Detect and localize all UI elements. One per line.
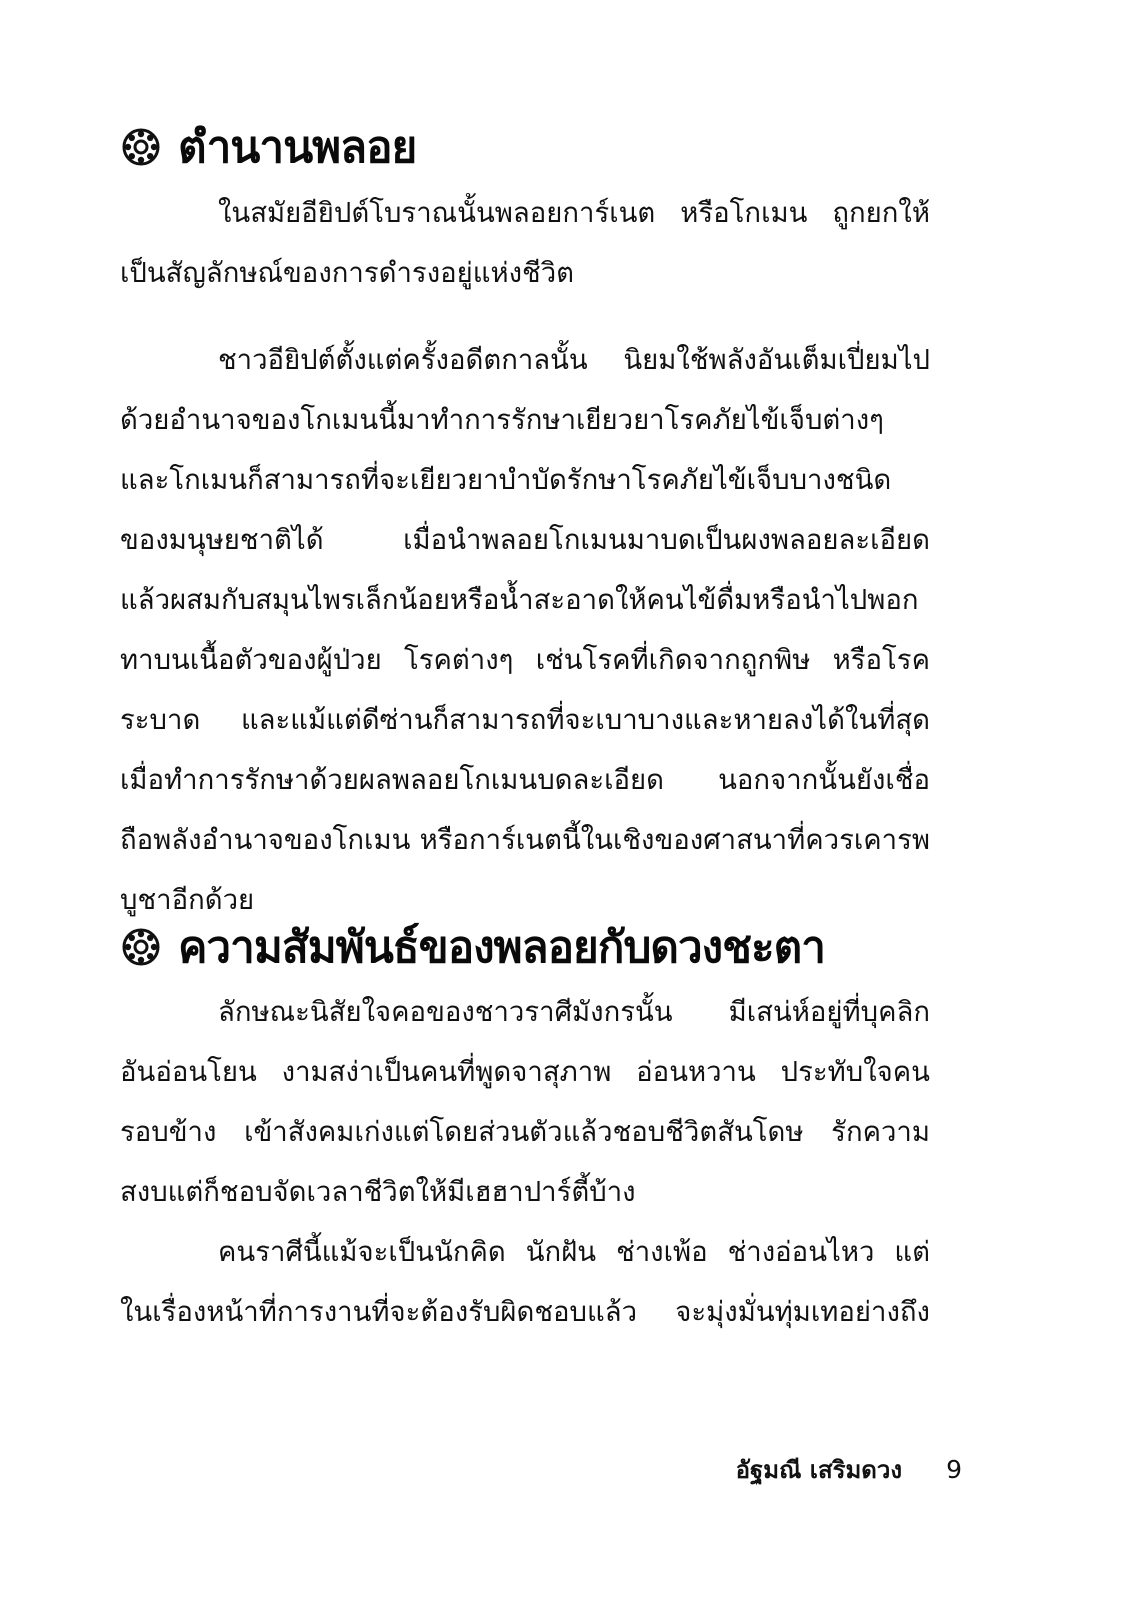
text-segment: รักความ [831, 1116, 930, 1148]
text-segment: งามสง่าเป็นคนที่พูดจาสุภาพ [281, 1056, 612, 1088]
text-segment: สงบแต่ก็ชอบจัดเวลาชีวิตให้มีเฮฮาปาร์ตี้บ้าง [120, 1176, 636, 1208]
text-line [120, 1222, 930, 1282]
text-segment: เป็นสัญลักษณ์ของการดำรงอยู่แห่งชีวิต [120, 257, 574, 289]
text-segment: ถูกยกให้ [832, 197, 930, 229]
text-line [120, 390, 930, 450]
paragraph [120, 330, 930, 930]
text-segment: ระบาด [120, 704, 201, 736]
text-segment: เช่นโรคที่เกิดจากถูกพิษ [535, 644, 811, 676]
text-line [120, 243, 930, 303]
text-segment: ด้วยอำนาจของโกเมนนี้มาทำการรักษาเยียวยาโรคภัยไข้เจ็บต่างๆ [120, 404, 884, 436]
author-name: อัฐมณี เสริมดวง [735, 1456, 903, 1484]
text-segment: รอบข้าง [120, 1116, 217, 1148]
text-segment: อ่อนหวาน [636, 1056, 756, 1088]
text-line [120, 1162, 930, 1222]
text-segment: แต่ [894, 1236, 930, 1268]
text-segment: จะมุ่งมั่นทุ่มเทอย่างถึง [675, 1296, 930, 1328]
text-line [120, 750, 930, 810]
text-segment: ลักษณะนิสัยใจคอของชาวราศีมังกรนั้น [218, 996, 673, 1028]
text-segment: บูชาอีกด้วย [120, 884, 255, 916]
text-segment: ช่างอ่อนไหว [727, 1236, 875, 1268]
section-heading-relationship [118, 912, 825, 982]
text-segment: และโกเมนก็สามารถที่จะเยียวยาบำบัดรักษาโรคภัยไข้เจ็บบางชนิด [120, 464, 892, 496]
paragraph [120, 183, 930, 303]
page-footer [736, 1450, 962, 1489]
text-segment: โรคต่างๆ [404, 644, 514, 676]
text-segment: ช่างเพ้อ [616, 1236, 708, 1268]
text-segment: ถือพลังอำนาจของโกเมน [120, 824, 411, 856]
text-line [120, 810, 930, 870]
text-segment: ของมนุษยชาติได้ [120, 524, 324, 556]
sun-gear-icon [118, 924, 164, 970]
text-segment: เมื่อนำพลอยโกเมนมาบดเป็นผงพลอยละเอียด [403, 524, 930, 556]
text-segment: นิยมใช้พลังอันเต็มเปี่ยมไป [623, 344, 930, 376]
text-segment: และแม้แต่ดีซ่านก็สามารถที่จะเบาบางและหายลงได้ในที่สุด [240, 704, 930, 736]
text-segment: ชาวอียิปต์ตั้งแต่ครั้งอดีตกาลนั้น [218, 344, 588, 376]
text-line [120, 982, 930, 1042]
paragraph [120, 1222, 930, 1342]
sun-gear-icon [118, 124, 164, 170]
text-segment: ในเรื่องหน้าที่การงานที่จะต้องรับผิดชอบแล้ว [120, 1296, 638, 1328]
text-segment: ประทับใจคน [780, 1056, 930, 1088]
text-segment: อันอ่อนโยน [120, 1056, 257, 1088]
text-line [120, 1282, 930, 1342]
text-segment: หรือโกเมน [680, 197, 808, 229]
section-heading-legend [118, 112, 416, 182]
text-line [120, 570, 930, 630]
text-segment: หรือการ์เนตนี้ในเชิงของศาสนาที่ควรเคารพ [419, 824, 930, 856]
text-line [120, 630, 930, 690]
text-segment: ในสมัยอียิปต์โบราณนั้นพลอยการ์เนต [218, 197, 656, 229]
paragraph [120, 982, 930, 1222]
text-segment: เข้าสังคมเก่งแต่โดยส่วนตัวแล้วชอบชีวิตสันโดษ [244, 1116, 804, 1148]
text-line [120, 1102, 930, 1162]
text-segment: หรือโรค [832, 644, 930, 676]
section-heading-text: ตำนานพลอย [178, 122, 417, 173]
text-segment: ทาบนเนื้อตัวของผู้ป่วย [120, 644, 382, 676]
text-line [120, 450, 930, 510]
text-segment: นักฝัน [525, 1236, 597, 1268]
text-segment: คนราศีนี้แม้จะเป็นนักคิด [218, 1236, 506, 1268]
text-segment: มีเสน่ห์อยู่ที่บุคลิก [728, 996, 930, 1028]
text-segment: นอกจากนั้นยังเชื่อ [718, 764, 930, 796]
text-line [120, 330, 930, 390]
text-segment: แล้วผสมกับสมุนไพรเล็กน้อยหรือน้ำสะอาดให้คนไข้ดื่มหรือนำไปพอก [120, 584, 919, 616]
section-heading-text: ความสัมพันธ์ของพลอยกับดวงชะตา [178, 922, 825, 973]
text-segment: เมื่อทำการรักษาด้วยผลพลอยโกเมนบดละเอียด [120, 764, 665, 796]
page-number: 9 [946, 1455, 962, 1484]
text-line [120, 183, 930, 243]
text-line [120, 690, 930, 750]
text-line [120, 1042, 930, 1102]
text-line [120, 510, 930, 570]
